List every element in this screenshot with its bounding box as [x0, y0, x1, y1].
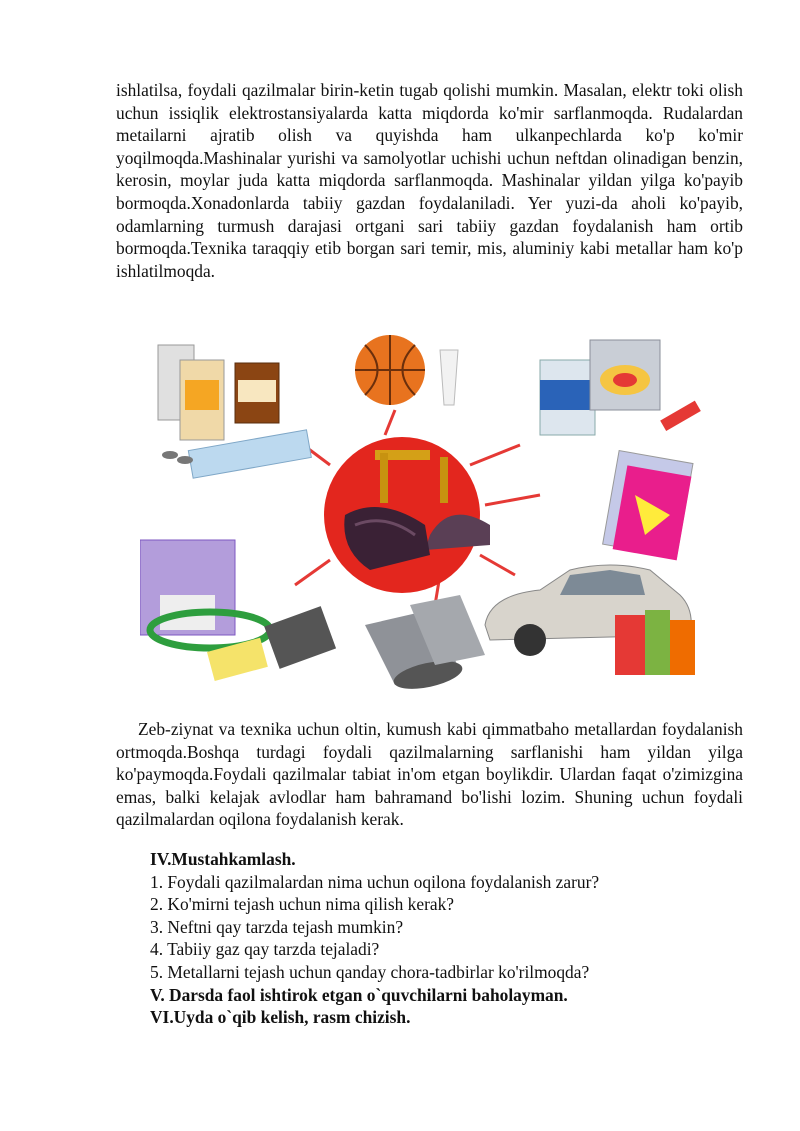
question-item: 2. Ko'mirni tejash uchun nima qilish kerak?	[150, 894, 455, 915]
household-items-icon	[140, 540, 336, 681]
lesson-sections	[150, 848, 750, 1029]
section-heading-v: V. Darsda faol ishtirok etgan o`quvchilarni baholayman.	[150, 984, 568, 1005]
mineral-resources-illustration	[140, 325, 720, 695]
section-heading-iv: IV.Mustahkamlash.	[150, 849, 296, 869]
medicine-bottles-icon	[158, 345, 311, 478]
plastic-bags-icon	[603, 451, 693, 561]
paint-cans-icon	[540, 340, 701, 435]
question-item: 1. Foydali qazilmalardan nima uchun oqilona foydalanish zarur?	[150, 871, 600, 892]
question-item: 4. Tabiiy gaz qay tarzda tejaladi?	[150, 939, 380, 960]
paragraph-conclusion: Zeb-ziynat va texnika uchun oltin, kumush kabi qimmatbaho metallardan foydalanish ortmoqda.Boshqa turdagi foydali qazilmalarning sarflanishi ham yildan yilga ko'paymoqda.Foydali qazilmalar tabiat in'om etgan boylikdir. Ulardan faqat o'zimizgina emas, balki kelajak avlodlar ham bahramand bo'lishi lozim. Shuning uchun foydali qazilmalardan oqilona foydalanish kerak.	[116, 719, 743, 830]
basketball-icon	[355, 335, 458, 405]
question-item: 5. Metallarni tejash uchun qanday chora-tadbirlar ko'rilmoqda?	[150, 961, 590, 982]
paragraph-intro: ishlatilsa, foydali qazilmalar birin-ketin tugab qolishi mumkin. Masalan, elektr toki olish uchun issiqlik elektrostansiyalarda katta miqdorda ko'mir sarflanmoqda. Rudalardan metailarni ajratib olish va quyishda ham ulkanpechlarda ko'p ko'mir yoqilmoqda.Mashinalar yurishi va samolyotlar uchishi uchun neftdan olinadigan benzin, kerosin, moylar juda katta miqdorda sarflanmoqda. Mashinalar yildan yilga ko'payib bormoqda.Xonadonlarda tabiiy gazdan foydalaniladi. Yer yuzi-da aholi ko'payib, odamlarning turmush darajasi ortgani sari tabiiy gazdan foydalanish ham ortib bormoqda.Texnika taraqqiy etib borgan sari temir, mis, aluminiy kabi metallar ham ko'p ishlatilmoqda.	[116, 80, 743, 281]
central-coal-mine-icon	[324, 437, 490, 593]
section-heading-vi: VI.Uyda o`qib kelish, rasm chizish.	[150, 1007, 411, 1028]
question-item: 3. Neftni qay tarzda tejash mumkin?	[150, 916, 404, 937]
metal-pipes-icon	[365, 595, 485, 694]
